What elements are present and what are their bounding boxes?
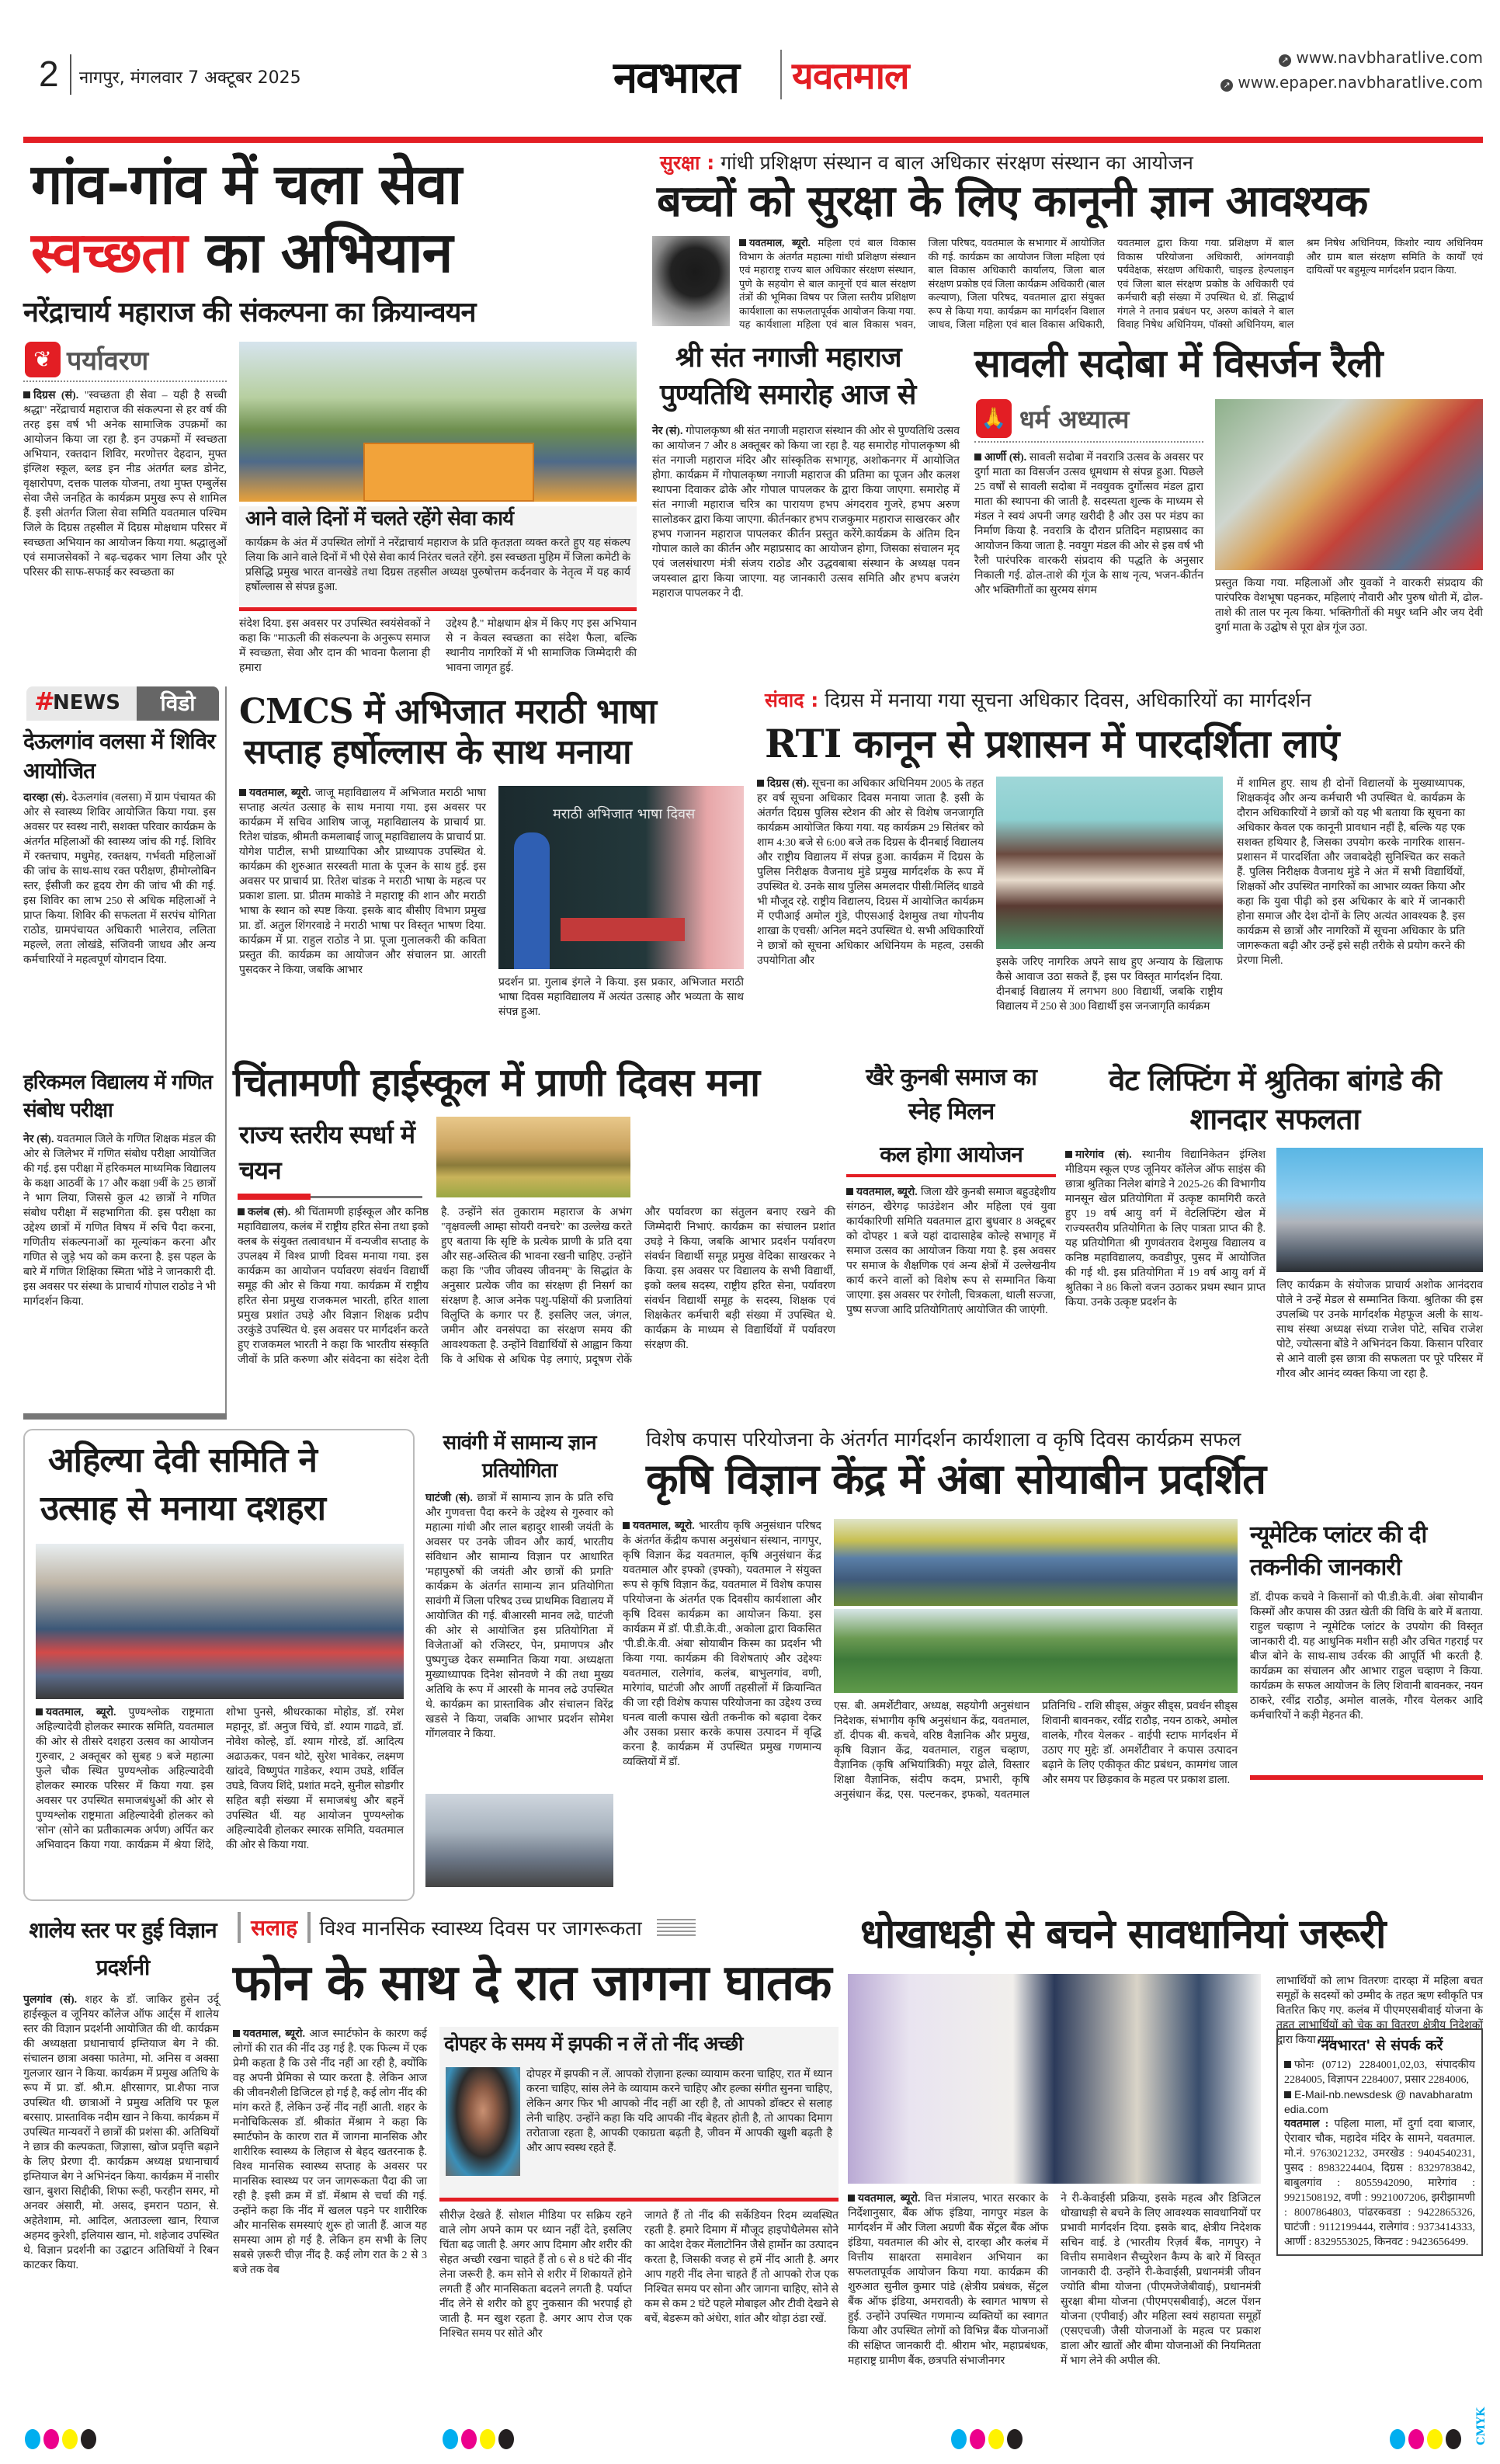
article-cmcs xyxy=(239,686,744,1051)
yellow-dot xyxy=(62,2429,78,2449)
cmyk-label: CMYK xyxy=(1475,2407,1488,2445)
photo-medal-ceremony xyxy=(1276,1148,1483,1272)
krishi-side-body: डॉ. दीपक कचवे ने किसानों को पी.डी.के.वी. अंबा सोयाबीन किस्मों और कपास की उन्नत खेती की विधि के बारे में बताया. राहुल चव्हाण ने न्यूमेटिक प्लांटर के उपयोग की विस्तृत जानकारी दी. यह आधुनिक मशीन सही और उचित गहराई पर बीज बोने के साथ-साथ उर्वरक की आपूर्ति भी करती है. कार्यक्रम का संचालन और आभार राहुल चव्हाण ने किया. कार्यक्रम के सफल आयोजन के लिए शिवानी बावनकर, नयन ठाकरे, रवींद्र राठौड़, अमोल वालके, गौरव येलकर आदि कर्मचारियों ने कड़ी मेहनत की. xyxy=(1250,1592,1483,1722)
harikamal-body: नेर (सं). यवतमाल जिले के गणित शिक्षक मंडल की ओर से जिलेभर में गणित संबोध परीक्षा आयोजित की गई. इस परीक्षा में हरिकमल माध्यमिक विद्यालय के कक्षा आठवीं के 17 और कक्षा 9वीं के 25 छात्रों ने भाग लिया, जिससे कुल 42 छात्रों ने गणित संबोध परीक्षा में सहभागिता की. इस परीक्षा का उद्देश्य छात्रों में गणित विषय में रुचि पैदा करना, गणितीय संकल्पनाओं का मूल्यांकन करना और गणित से जुड़े भय को कम करना है. इस पहल के बारे में गणित शिक्षिका स्मिता भोंडे ने जानकारी दी. इस अवसर पर संस्था के प्राचार्य गोपाल राठोड ने भी मार्गदर्शन किया. xyxy=(23,1134,216,1308)
rti-body-col2: इसके जरिए नागरिक अपने साथ हुए अन्याय के खिलाफ कैसे आवाज उठा सकते हैं, इस पर विस्तृत मार्गदर्शन दिया. दीनबाई विद्यालय में लगभग 800 विद्यार्थी, जबकि राष्ट्रीय विद्यालय में 250 से 300 विद्यार्थी इस जनजागृति कार्यक्रम xyxy=(996,957,1223,1013)
registration-marks-right xyxy=(1390,2429,1461,2449)
headline-suraksha: बच्चों को सुरक्षा के लिए कानूनी ज्ञान आवश्यक xyxy=(657,176,1368,227)
deulgaon-body: दारव्हा (सं). देऊलगांव (वलसा) में ग्राम पंचायत की ओर से स्वास्थ्य शिविर आयोजित किया गया. इस अवसर पर स्वस्थ नारी, सशक्त परिवार कार्यक्रम के अंतर्गत महिलाओं की स्वास्थ्य जांच की गई. शिविर में रक्तचाप, मधुमेह, रक्तक्षय, गर्भवती महिलाओं की जांच के साथ-साथ रक्त परीक्षण, हीमोग्लोबिन स्तर, ईसीजी कर हृदय रोग की जांच भी की गई. इस शिविर का लाभ 250 से अधिक महिलाओं ने प्राप्त किया. शिविर की सफलता में सरपंच योगिता राठोड, ग्रामपंचायत अधिकारी भालेराव, ललिता महल्ले, लता लोखंडे, संजिवनी जाधव और अन्य कर्मचारियों ने महत्वपूर्ण योगदान दिया. xyxy=(23,792,216,966)
photo-distressed-child xyxy=(652,236,730,326)
headline-highlight: स्वच्छता xyxy=(31,220,187,285)
sidebar-bottom-bar xyxy=(23,1413,227,1420)
section-tag-religion: 🙏 धर्म अध्यात्म xyxy=(974,399,1203,443)
phone-body-col2: सीरीज़ देखते हैं. सोशल मीडिया पर सक्रिय रहने वाले लोग अपने काम पर ध्यान नहीं देते, इसलिए चिंता बढ़ जाती है. अगर आप दिमाग और शरीर की सेहत अच्छी रखना चाहते हैं तो 6 से 8 घंटे की नींद लेना जरूरी है. कम सोने से शरीर में शिकायतें होने लगती हैं और मानसिकता बदलने लगती है. पर्याप्त नींद लेने से शरीर को हुए नुकसान की भरपाई हो जाती है. मन खुश रहता है. अगर आप रोज एक निश्चित समय पर सोते और xyxy=(439,2210,632,2340)
headline-harikamal: हरिकमल विद्यालय में गणित संबोध परीक्षा xyxy=(23,1071,213,1122)
header-rule xyxy=(23,137,1483,143)
edition-name: यवतमाल xyxy=(792,54,909,98)
subhead-swachhata: नरेंद्राचार्य महाराज की संकल्पना का क्रियान्वयन xyxy=(23,297,476,328)
contact-phone: फोनः (0712) 2284001,02,03, संपादकीय 2284005, विज्ञापन 2284007, प्रसार 2284006, xyxy=(1284,2059,1475,2086)
hashtag-icon: # xyxy=(34,686,55,716)
kicker-krishi: विशेष कपास परियोजना के अंतर्गत मार्गदर्शन कार्यशाला व कृषि दिवस कार्यक्रम सफल xyxy=(646,1428,1241,1451)
news-tag: # NEWS विडो xyxy=(26,686,219,721)
header-dateline: नागपुर, मंगलवार 7 अक्टूबर 2025 xyxy=(79,68,301,88)
rti-body-col1: दिग्रस (सं). सूचना का अधिकार अधिनियम 2005 के तहत हर वर्ष सूचना अधिकार दिवस मनाया जाता है. इसी के अंतर्गत दिग्रस पुलिस स्टेशन की ओर से विशेष जनजागृति कार्यक्रम आयोजित किया गया. यह कार्यक्रम 29 सितंबर को शाम 4:30 बजे से 6:00 बजे तक दिग्रस के दीनबाई विद्यालय और राष्ट्रीय विद्यालय में संपन्न हुआ. कार्यक्रम में दिग्रस के पुलिस निरीक्षक वैजनाथ मुंडे प्रमुख मार्गदर्शक के रूप में उपस्थित थे. उनके साथ पुलिस अमलदार पीसी/मिलिंद धाडवे भी मौजूद रहे. राष्ट्रीय विद्यालय, दिग्रस में आयोजित कार्यक्रम में एपीआई अमोल गुंडे, पीएसआई देशमुख तथा गोपनीय शाखा के एचसी/ अनिल मदने उपस्थित थे. सभी अधिकारियों ने छात्रों को सूचना अधिकार अधिनियम के महत्व, उसकी उपयोगिता और xyxy=(757,778,984,967)
headline-ahilya-2: उत्साह से मनाया दशहरा xyxy=(40,1489,325,1528)
headline-khaire: खैरे कुनबी समाज का स्नेह मिलन xyxy=(866,1064,1036,1125)
headline-cmcs-2: सप्ताह हर्षोल्लास के साथ मनाया xyxy=(244,732,631,772)
headline-chintamani: चिंतामणी हाईस्कूल में प्राणी दिवस मना xyxy=(233,1060,760,1105)
krishi-side-rule xyxy=(1250,1775,1483,1780)
article-suraksha xyxy=(652,149,1483,335)
registration-marks-middle xyxy=(443,2429,514,2449)
headline-krishi: कृषि विज्ञान केंद्र में अंबा सोयाबीन प्रदर्शित xyxy=(646,1454,1266,1503)
photo-cleanliness-team xyxy=(239,342,637,502)
headline-cmcs-1: CMCS में अभिजात मराठी भाषा xyxy=(239,692,656,732)
headline-shaley: शालेय स्तर पर हुई विज्ञान प्रदर्शनी xyxy=(29,1917,217,1980)
ahilya-body: यवतमाल, ब्यूरो. पुण्यश्लोक राष्ट्रमाता अहिल्यादेवी होलकर स्मारक समिति, यवतमाल की ओर से तीसरे दशहरा उत्सव का आयोजन गुरुवार, 2 अक्तूबर को सुबह 9 बजे महात्मा फुले चौक स्थित पुण्यश्लोक अहिल्यादेवी होलकर स्मारक परिसर में किया गया. इस अवसर पर उपस्थित समाजबंधुओं की ओर से पुण्यश्लोक राष्ट्रमाता अहिल्यादेवी होलकर को 'सोन' (सोने का प्रतीकात्मक अर्पण) अर्पित कर अभिवादन किया गया. कार्यक्रम में श्रेया शिंदे, शोभा पुनसे, श्रीधरकाका मोहोड, डॉ. रमेश महानूर, डॉ. अनुज चिंचे, डॉ. श्याम गाढवे, डॉ. नोवेश कोल्हे, डॉ. श्याम गोरडे, डॉ. आदित्य अढाऊकर, पवन थोटे, सुरेश भावेकर, लक्ष्मण खांदवे, विष्णुपंत गाडेकर, श्याम उघडे, शर्विल उघडे, विजय शिंदे, प्रशांत मदने, सुनील सोडगीर सहित बड़ी संख्या में समाजबंधु और बहनें उपस्थित थीं. यह आयोजन पुण्यश्लोक अहिल्यादेवी होलकर स्मारक समिति, यवतमाल की ओर से किया गया. xyxy=(36,1707,404,1851)
dhokha-body-col1: यवतमाल, ब्यूरो. वित्त मंत्रालय, भारत सरकार के निर्देशानुसार, बैंक ऑफ इंडिया, नागपुर मंडल के मार्गदर्शन में और जिला अग्रणी बैंक सेंट्रल बैंक ऑफ इंडिया, यवतमाल की ओर से, दारव्हा और कलंब में वित्तीय साक्षरता समावेशन अभियान का सफलतापूर्वक आयोजन किया गया. कार्यक्रम की शुरुआत सुनील कुमार पांडे (क्षेत्रीय प्रबंधक, सेंट्रल बैंक ऑफ इंडिया, अमरावती) के स्वागत भाषण से हुई. उन्होंने उपस्थित गणमान्य व्यक्तियों का स्वागत किया और उपस्थित लोगों को विभिन्न बैंक योजनाओं की संक्षिप्त जानकारी दी. श्रीराम भोर, महाप्रबंधक, महाराष्ट्र ग्रामीण बैंक, छत्रपति संभाजीनगर xyxy=(848,2193,1048,2367)
contact-box xyxy=(1276,2028,1483,2256)
photo-dussehra-group xyxy=(36,1544,404,1699)
swachhata-body-col2: संदेश दिया. इस अवसर पर उपस्थित स्वयंसेवकों ने कहा कि "माऊली की संकल्पना के अनुरूप समाज में स्वच्छता, सेवा और दान की भावना फैलाना ही हमारा xyxy=(239,618,430,674)
sawli-body-after-photo: प्रस्तुत किया गया. महिलाओं और युवकों ने वारकरी संप्रदाय की पारंपरिक वेशभूषा पहनकर, महिलाएं नौवारी और पुरुष धोती में, ढोल-ताशे की ताल पर नृत्य किया. भक्तिगीतों की मधुर ध्वनि और जय देवी दुर्गा माता के उद्घोष से पूरा क्षेत्र गूंज उठा. xyxy=(1215,578,1483,634)
article-khaire xyxy=(846,1061,1056,1418)
headline-deulgaon: देऊलगांव वलसा में शिविर आयोजित xyxy=(23,728,215,784)
article-swachhata xyxy=(23,152,637,677)
swachhata-body-col3: उद्देश्य है." मोक्षधाम क्षेत्र में किए गए इस अभियान से न केवल स्वच्छता का संदेश फैला, बल्कि स्थानीय नागरिकों में भी सामाजिक जिम्मेदारी की भावना जागृत हुई. xyxy=(446,618,637,674)
headline-pneumatic-planter: न्यूमेटिक प्लांटर की दी तकनीकी जानकारी xyxy=(1250,1521,1427,1581)
krishi-body-col1: यवतमाल, ब्यूरो. भारतीय कृषि अनुसंधान परिषद के अंतर्गत केंद्रीय कपास अनुसंधान संस्थान, नागपुर, कृषि विज्ञान केंद्र यवतमाल, कृषि अनुसंधान केंद्र यवतमाल और इफ्को (इफ्को), यवतमाल ने संयुक्त रूप से कृषि विज्ञान केंद्र, यवतमाल में विशेष कपास परियोजना के अंतर्गत एक दिवसीय कार्यशाला और कृषि दिवस कार्यक्रम का आयोजन किया. इस कार्यक्रम में डॉ. पी.डी.के.वी., अकोला द्वारा विकसित 'पी.डी.के.वी. अंबा' सोयाबीन किस्म का प्रदर्शन भी किया गया. कार्यक्रम की विशेषताएं और उद्देश्यः यवतमाल, रालेगांव, कलंब, बाभुलगांव, वणी, मारेगांव, घाटंजी और आर्णी तहसीलों में क्रियान्वित की जा रही विशेष कपास परियोजना का उद्देश्य उच्च घनत्व वाली कपास खेती तकनीक को बढ़ावा देकर और उसका प्रसार करके कपास उत्पादन में वृद्धि करना है. कार्यक्रम में उपस्थित प्रमुख गणमान्य व्यक्तियों में डॉ. xyxy=(623,1520,821,1768)
cyan-dot xyxy=(951,2429,967,2449)
cyan-dot xyxy=(1390,2429,1405,2449)
headline-weightlifting: वेट लिफ्टिंग में श्रुतिका बांगडे की शानदार सफलता xyxy=(1109,1063,1441,1136)
article-weightlifting xyxy=(1065,1061,1483,1418)
contact-address: यवतमाल : पहिला माला, माँ दुर्गा दवा बाजार, ऐरावार चौक, महादेव मंदिर के सामने, यवतमाल. मो.नं. 9763021232, उमरखेड : 9404540231, पुसद : 8983224404, दिग्रस : 8329783842, बाबुलगांव : 8055942090, मारेगांव : 9921508192, वणी : 9921007206, झरीझामणी : 8007864803, पांढरकवडा : 9422865326, घाटंजी : 9112199444, रालेगांव : 9373414333, आर्णी : 8329553025, किनवट : 9423656499. xyxy=(1284,2118,1476,2248)
box-rule xyxy=(239,607,637,611)
contact-email[interactable]: E-Mail-nb.newsdesk @ navabharatmedia.com xyxy=(1284,2088,1473,2115)
subhead-rule-accent xyxy=(238,1194,311,1200)
photo-field-group xyxy=(834,1519,1238,1606)
article-sawangi xyxy=(425,1429,613,1901)
box-text: दोपहर में झपकी न लें. आपको रोज़ाना हल्का व्यायाम करना चाहिए, रात में ध्यान करना चाहिए, सांस लेने के व्यायाम करने चाहिए और हल्का संगीत सुनना चाहिए, लेकिन अगर फिर भी आपको नींद नहीं आ रही है, तो आपको डॉक्टर से सलाह लेनी चाहिए. उन्होंने कहा कि यदि आपकी नींद बेहतर होती है, तो आपका दिमाग तरोताजा रहता है, आपकी एकाग्रता बढ़ती है, जीवन में आपकी खुशी बढ़ती है और आप स्वस्थ रहते हैं. xyxy=(526,2069,832,2154)
registration-marks-left xyxy=(25,2429,96,2449)
photo-students-exam xyxy=(425,1794,613,1887)
rti-body-col3: में शामिल हुए. साथ ही दोनों विद्यालयों के मुख्याध्यापक, शिक्षकवृंद और अन्य कर्मचारी भी उपस्थित थे. कार्यक्रम के दौरान अधिकारियों ने छात्रों को यह भी बताया कि सूचना का अधिकार केवल एक कानूनी प्रावधान नहीं है, बल्कि यह एक सशक्त हथियार है, जिसका उपयोग करके नागरिक शासन-प्रशासन में पारदर्शिता और जवाबदेही सुनिश्चित कर सकते हैं. पुलिस निरीक्षक वैजनाथ मुंडे ने अंत में सभी विद्यार्थियों, शिक्षकों और उपस्थित नागरिकों का आभार व्यक्त किया और कहा कि युवा पीढ़ी को इस अधिकार के बारे में जानकारी होना समाज और देश दोनों के लिए अत्यंत आवश्यक है. इस कार्यक्रम से छात्रों और नागरिकों में सूचना अधिकार के प्रति जागरूकता बढ़ी और उन्हें इसे सही तरीके से प्रयोग करने की प्रेरणा मिली. xyxy=(1237,778,1465,967)
weightlifting-body: मारेगांव (सं). स्थानीय विद्यानिकेतन इंग्लिश मीडियम स्कूल एण्ड जूनियर कॉलेज ऑफ साइंस की छात्रा श्रुतिका निलेश बांगडे ने 2025-26 की विभागीय मानसून खेल प्रतियोगिता में उत्कृष्ट कामगिरी करते हुए 19 वर्ष आयु वर्ग में वेटलिफ्टिंग खेल में राज्यस्तरीय प्रतियोगिता के लिए पात्रता प्राप्त की है. यह प्रतियोगिता श्री गुणवंतराव देशमुख विद्यालय व कनिष्ठ महाविद्यालय, कवडीपुर, पुसद में आयोजित की गई थी. इस प्रतियोगिता में 19 वर्ष आयु वर्ग में श्रुतिका ने 86 किलो वजन उठाकर प्रथम स्थान प्राप्त किया. उनके उत्कृष्ट प्रदर्शन के xyxy=(1065,1149,1266,1308)
phone-body-col1: यवतमाल, ब्यूरो. आज स्मार्टफोन के कारण कई लोगों की रात की नींद उड़ गई है. एक फिल्म में एक प्रेमी कहता है कि उसे नींद नहीं आ रही है, क्योंकि वह अपनी प्रेमिका से प्यार करता है. लेकिन आज की जीवनशैली डिजिटल हो गई है, कई लोग नींद की मांग करते हैं, लेकिन उन्हें नींद नहीं आती. शहर के मनोचिकित्सक डॉ. श्रीकांत मेंश्राम ने कहा कि स्मार्टफोन के कारण रात में जागना मानसिक और शारीरिक स्वास्थ्य के लिहाज से बेहद खतरनाक है. विश्व मानसिक स्वास्थ्य सप्ताह के अवसर पर मानसिक स्वास्थ्य पर जन जागरूकता पैदा की जा रही है. इसी क्रम में डॉ. मेंश्राम से चर्चा की गई. उन्होंने कहा कि नींद में खलल पड़ने पर शारीरिक और मानसिक समस्याएं शुरू हो जाती हैं. आज यह समस्या आम हो गई है. लेकिन हम सभी के लिए सबसे ज़रूरी चीज़ नींद है. कई लोग रात के 2 से 3 बजे तक वेब xyxy=(233,2028,427,2276)
external-link-icon: ↗ xyxy=(1220,79,1233,92)
black-dot xyxy=(1007,2429,1023,2449)
sidebar-box-nap xyxy=(439,2027,839,2198)
article-ahilya xyxy=(23,1429,415,1901)
headline-rti: RTI कानून से प्रशासन में पारदर्शिता लाएं xyxy=(765,721,1339,766)
suraksha-body: यवतमाल, ब्यूरो. महिला एवं बाल विकास विभाग के अंतर्गत महात्मा गांधी प्रशिक्षण संस्थान एवं महाराष्ट्र राज्य बाल अधिकार संरक्षण संस्थान, पुणे के सहयोग से बाल कानूनों एवं बाल संरक्षण तंत्रों की भूमिका विषय पर जिला स्तरीय प्रशिक्षण कार्यशाला का सफलतापूर्वक आयोजन किया गया. यह कार्यशाला महिला एवं बाल विकास भवन, जिला परिषद, यवतमाल के सभागार में आयोजित की गई. कार्यक्रम का आयोजन जिला महिला एवं बाल विकास अधिकारी कार्यालय, जिला बाल संरक्षण प्रकोष्ठ एवं जिला कार्यक्रम अधिकारी (बाल कल्याण), जिला परिषद, यवतमाल द्वारा संयुक्त रूप से किया गया. कार्यक्रम का मार्गदर्शन विशाल जाधव, जिला महिला एवं बाल विकास अधिकारी, यवतमाल द्वारा किया गया. प्रशिक्षण में बाल विकास परियोजना अधिकारी, आंगनवाड़ी पर्यवेक्षक, संरक्षण अधिकारी, चाइल्ड हेल्पलाइन एवं जिला बाल संरक्षण प्रकोष्ठ के अधिकारी एवं कर्मचारी बड़ी संख्या में उपस्थित थे. डॉ. सिद्धार्थ गंगले ने तनाव प्रबंधन पर, अरुण कांबले ने बाल विवाह निषेध अधिनियम, पॉक्सो अधिनियम, बाल श्रम निषेध अधिनियम, किशोर न्याय अधिनियम और ग्राम बाल संरक्षण समिति के कार्यों एवं दायित्वों पर बहुमूल्य मार्गदर्शन प्रदान किया. xyxy=(739,237,1483,330)
black-dot xyxy=(81,2429,96,2449)
kicker-suraksha: सुरक्षा : गांधी प्रशिक्षण संस्थान व बाल अधिकार संरक्षण संस्थान का आयोजन xyxy=(660,151,1193,174)
chintamani-body: कलंब (सं). श्री चिंतामणी हाईस्कूल और कनिष्ठ महाविद्यालय, कलंब में राष्ट्रीय हरित सेना तथा इको क्लब के संयुक्त तत्वावधान में वन्यजीव सप्ताह के उपलक्ष्य में विश्व प्राणी दिवस मनाया गया. इस कार्यक्रम का आयोजन पर्यावरण संवर्धन विद्यार्थी समूह की ओर से किया गया. कार्यक्रम में राष्ट्रीय हरित सेना प्रमुख राजकमल भारती, हरित शाला प्रमुख प्रशांत उघड़े और विज्ञान शिक्षक प्रदीप उरकुंडे उपस्थित थे. इस अवसर पर मार्गदर्शन करते हुए राजकमल भारती ने कहा कि भारतीय संस्कृति जीवों के प्रति करुणा और संवेदना का संदेश देती है. उन्होंने संत तुकाराम महाराज के अभंग "वृक्षवल्ली आम्हा सोयरी वनचरे" का उल्लेख करते हुए बताया कि सृष्टि के प्रत्येक प्राणी के प्रति दया और सह-अस्तित्व की भावना रखनी चाहिए. उन्होंने कहा कि "जीव जीवस्य जीवनम्" के सिद्धांत के अनुसार प्रत्येक जीव का संरक्षण ही निसर्ग का संरक्षण है. आज अनेक पशु-पक्षियों की प्रजातियां विलुप्ति के कगार पर हैं. इसलिए जल, जंगल, जमीन और वनसंपदा का संरक्षण समय की आवश्यकता है. उन्होंने विद्यार्थियों से आह्वान किया कि वे अधिक से अधिक पेड़ लगाएं, प्रदूषण रोकें और पर्यावरण का संतुलन बनाए रखने की जिम्मेदारी निभाएं. कार्यक्रम का संचालन प्रशांत उघड़े ने किया, जबकि आभार प्रदर्शन पर्यावरण संवर्धन विद्यार्थी समूह प्रमुख वेदिका साखरकर ने किया. इस अवसर पर विद्यालय के सभी विद्यार्थी, इको क्लब सदस्य, राष्ट्रीय हरित सेना, पर्यावरण संवर्धन विद्यार्थी समूह के सदस्य, शिक्षक एवं शिक्षकेतर कर्मचारी बड़ी संख्या में उपस्थित थे. कार्यक्रम के माध्यम से विद्यार्थियों में पर्यावरण संरक्षण की. xyxy=(238,1207,835,1366)
photo-wildlife xyxy=(436,1117,630,1197)
box-text: कार्यक्रम के अंत में उपस्थित लोगों ने नरेंद्राचार्य महाराज के प्रति कृतज्ञता व्यक्त करते हुए यह संकल्प लिया कि आने वाले दिनों में भी ऐसे सेवा कार्य निरंतर चलते रहेंगे. इस स्वच्छता मुहिम में जिला कमेटी के प्रसिद्धि प्रमुख भारत वानखेडे तथा दिग्रस तहसील अध्यक्ष पुरुषोत्तम कर्दनवार के नेतृत्व में यह कार्य हर्षोल्लास से संपन्न हुआ. xyxy=(245,537,630,593)
external-link-icon: ↗ xyxy=(1279,54,1291,67)
magenta-dot xyxy=(43,2429,59,2449)
article-nagaji xyxy=(652,342,960,680)
cyan-dot xyxy=(25,2429,40,2449)
article-shaley xyxy=(23,1912,222,2393)
sawli-body: आर्णी (सं). सावली सदोबा में नवरात्रि उत्सव के अवसर पर दुर्गा माता का विसर्जन उत्सव धूमधाम से संपन्न हुआ. पिछले 25 वर्षों से सावली सदोबा में नवयुवक दुर्गोत्सव मंडल द्वारा माता की स्थापना की जाती है. सदस्यता शुल्क के माध्यम से मंडल ने स्वयं अपनी जगह खरीदी है और उस पर मंडप का निर्माण किया है. नवरात्रि के दौरान प्रतिदिन महाप्रसाद का आयोजन किया जाता है. नवयुग मंडल की ओर से इस वर्ष भी रैली पारंपरिक वारकरी संप्रदाय की पद्धति के अनुसार निकाली गई. ढोल-ताशे की गूंज के साथ नृत्य, भजन-कीर्तन और भक्तिगीतों का सुरमय संगम xyxy=(974,452,1203,596)
headline-sawli: सावली सदोबा में विसर्जन रैली xyxy=(974,341,1383,386)
inset-headline-kal: कल होगा आयोजन xyxy=(846,1137,1056,1177)
kicker-rti: संवाद : दिग्रस में मनाया गया सूचना अधिकार दिवस, अधिकारियों का मार्गदर्शन xyxy=(765,689,1311,711)
headline-ahilya-1: अहिल्या देवी समिति ने xyxy=(48,1441,317,1480)
swachhata-body-col1: दिग्रस (सं). "स्वच्छता ही सेवा – यही है सच्ची श्रद्धा" नरेंद्राचार्य महाराज की संकल्पना से हर वर्ष की तरह इस वर्ष भी अनेक सामाजिक उपक्रमों का आयोजन किया जा रहा है. इन उपक्रमों में स्वच्छता अभियान, रक्तदान शिविर, मरणोत्तर देहदान, मुफ्त इंग्लिश स्कूल, ब्लड इन नीड अंतर्गत ब्लड डोनेट, वृक्षारोपण, दत्तक पालक योजना, तथा मुफ्त एम्बुलेंस सेवा जैसे जनहित के कार्यक्रम प्रमुख रूप से शामिल हैं. इसी अंतर्गत जिला सेवा समिति यवतमाल पश्चिम जिले के दिग्रस तहसील में दिग्रस मोक्षधाम परिसर में स्वच्छता अभियान का आयोजन किया गया. श्रद्धालुओं एवं समाजसेवकों ने बढ़-चढ़कर भाग लिया और पूरे परिसर की साफ-सफाई कर स्वच्छता का xyxy=(23,390,227,579)
phone-body-col3: जागते हैं तो नींद की सर्केडियन रिदम व्यवस्थित रहती है. हमारे दिमाग में मौजूद हाइपोथैलेमस सोने का आदेश देकर मेंलाटोनिन जैसे हार्मोन का उत्पादन करता है, जिसकी वजह से हमें नींद आती है. अगर आप गहरी नींद लेना चाहते हैं तो आपको रोज एक निश्चित समय पर सोना और जागना चाहिए, सोने से कम से कम 2 घंटे पहले मोबाइल और टीवी देखने से बचें, बेडरूम को अंधेरा, शांत और थोड़ा ठंडा रखें. xyxy=(644,2210,839,2325)
dhokha-side-body: लाभार्थियों को लाभ वितरणः दारव्हा में महिला बचत समूहों के सदस्यों को उम्मीद के तहत ऋण स्वीकृति पत्र वितरित किए गए. कलंब में पीएमएसबीवाई योजना के तहत लाभार्थियों को चेक का वितरण क्षेत्रीय निदेशकों द्वारा किया गया. xyxy=(1276,1976,1483,2046)
header-divider xyxy=(70,54,71,95)
article-sawli xyxy=(974,342,1483,680)
page-number: 2 xyxy=(39,54,59,94)
headline-sawangi: सावंगी में सामान्य ज्ञान प्रतियोगिता xyxy=(443,1431,596,1482)
sidebar-box-seva xyxy=(239,506,637,606)
cmcs-body: यवतमाल, ब्यूरो. जाजू महाविद्यालय में अभिजात मराठी भाषा सप्ताह अत्यंत उत्साह के साथ मनाया गया. इस अवसर पर कार्यक्रम में सचिव आशिष जाजू, महाविद्यालय के प्राचार्य प्रा. रितेश चांडक, श्रीमती कमलाबाई जाजू महाविद्यालय के प्राचार्य प्रा. योगेश पाटील, सभी प्राध्यापिका और प्राध्यापक उपस्थित थे. कार्यक्रम की शुरुआत सरस्वती माता के पूजन के साथ हुई. इस अवसर पर प्राचार्य प्रा. रितेश चांडक ने मराठी भाषा के महत्व पर प्रकाश डाला. प्रा. प्रीतम माकोडे ने महाराष्ट्र की शान और मराठी भाषा के स्थान को स्पष्ट किया. इसके बाद बीसीए विभाग प्रमुख प्रा. डॉ. अतुल शिंगरवाडे ने मराठी भाषा पर विस्तृत भाषण दिया. कार्यक्रम में प्रा. राहुल राठोड ने प्रा. पूजा गुलालकरी की कविता प्रस्तुत की. कार्यक्रम का आयोजन और संचालन प्रा. आरती पुसदकर ने किया, जबकि आभार xyxy=(239,787,486,976)
headline-phone: फोन के साथ दे रात जागना घातक xyxy=(233,1955,832,2012)
magenta-dot xyxy=(1408,2429,1424,2449)
article-krishi xyxy=(623,1426,1483,1901)
headline-dhokha: धोखाधड़ी से बचने सावधानियां जरूरी xyxy=(860,1911,1386,1958)
news-brief-sidebar xyxy=(23,686,227,1420)
cmcs-body-after-photo: प्रदर्शन प्रा. गुलाब इंगले ने किया. इस प्रकार, अभिजात मराठी भाषा दिवस महाविद्यालय में अत्यंत उत्साह और भव्यता के साथ संपन्न हुआ. xyxy=(498,977,744,1018)
photo-bank-officials xyxy=(848,1974,1261,2184)
photo-soybean-field xyxy=(834,1609,1238,1693)
headline-nagaji-2: पुण्यतिथि समारोह आज से xyxy=(660,379,916,411)
contact-title: 'नवभारत' से संपर्क करें xyxy=(1316,2037,1443,2054)
box-title: दोपहर के समय में झपकी न लें तो नींद अच्छी xyxy=(444,2032,743,2055)
praying-hands-icon: 🙏 xyxy=(976,399,1012,438)
magenta-dot xyxy=(970,2429,985,2449)
nagaji-body: नेर (सं). गोपालकृष्ण श्री संत नगाजी महाराज संस्थान की ओर से पुण्यतिथि उत्सव का आयोजन 7 और 8 अक्तूबर को किया जा रहा है. यह समारोह गोपालकृष्ण श्री संत नगाजी महाराज मंदिर और सांस्कृतिक सभागृह, अशोकनगर में आयोजित होगा. कार्यक्रम में गोपालकृष्ण नगाजी महाराज की प्रतिमा का पूजन और कलश स्थापना दिवाकर ढोके और गोपाल पापलकर के द्वारा किया जाएगा. समारोह में संत नगाजी महाराज चरित्र का पारायण हभप अंगदराव गुजरे, हभप अरुण सालोडकर द्वारा किया जाएगा. कीर्तनकार हभप राजकुमार महाराज साखरकर और हभप गजानन महाराज पापलकर कीर्तन प्रस्तुत करेंगे.कार्यक्रम के अंतिम दिन गोपाल काले का कीर्तन और महाप्रसाद का आयोजन होगा, जिसका संचालन मृद एवं जलसंधारण मंत्री संजय राठोड और उद्धवबाबा संस्थान के अध्यक्ष पवन जयस्वाल द्वारा किया जाएगा. यह जानकारी उत्सव समिति और हभप बजरंग महाराज पापलकर ने दी. xyxy=(652,426,960,599)
dhokha-body-col2: ने री-केवाईसी प्रक्रिया, इसके महत्व और डिजिटल धोखाधड़ी से बचने के लिए आवश्यक सावधानियों पर प्रभावी मार्गदर्शन दिया. इसके बाद, क्षेत्रीय निदेशक सचिन वाई. डे (भारतीय रिज़र्व बैंक, नागपुर) ने वित्तीय समावेशन सैच्युरेशन कैम्प के बारे में विस्तृत जानकारी दी. उन्होंने री-केवाईसी, प्रधानमंत्री जीवन ज्योति बीमा योजना (पीएमजेजेबीवाई), प्रधानमंत्री सुरक्षा बीमा योजना (पीएमएसबीवाई), अटल पेंशन योजना (एपीवाई) और महिला स्वयं सहायता समूहों (एसएचजी) जैसी योजनाओं के महत्व पर प्रकाश डाला और खातों और बीमा योजनाओं की नियमितता में भाग लेने की अपील की. xyxy=(1061,2193,1261,2367)
black-dot xyxy=(1446,2429,1461,2449)
photo-students-seated xyxy=(996,777,1223,949)
section-tag-environment: ❦ पर्यावरण xyxy=(23,342,227,382)
black-dot xyxy=(498,2429,514,2449)
shaley-body: पुलगांव (सं). शहर के डॉ. जाकिर हुसेन उर्दू हाईस्कूल व जूनियर कॉलेज ऑफ आर्ट्स में शालेय स्तर की विज्ञान प्रदर्शनी आयोजित की थी. कार्यक्रम की अध्यक्षता प्रधानाचार्य इम्तियाज बेग ने की. संचालन छात्रा अक्सा फातेमा, मो. अनिस व अक्सा गुलजार खान ने किया. कार्यक्रम में प्रमुख अतिथि के रूप में प्रा. डॉ. श्री.म. क्षीरसागर, प्रा.शैफा नाज उपस्थित थी. छात्राओं ने प्रमुख अतिथि पर फूल बरसाए. प्रास्ताविक नदीम खान ने किया. कार्यक्रम में उपस्थित मान्यवरों ने छात्रों की प्रशंसा की. अतिथियों ने छात्र की कल्पकता, जिज्ञासा, खोज प्रवृत्ति बढ़ाने के लिए प्रेरणा दी. कार्यक्रम अध्यक्ष प्रधानाचार्य इम्तियाज बेग ने अभिनंदन किया. कार्यक्रम में नासीर खान, बुशरा सिद्दीकी, शिफा रूही, फरहीन समर, मो अनवर अंसारी, मो. असद, इमरान पठान, से. अहेतेशाम, मो. आदिल, अताउल्ला खान, रियाज अहमद कुरेशी, इलियास खान, मो. शहेजाद उपस्थित थे. विज्ञान प्रदर्शनी का उद्घाटन अतिथियों ने रिबन काटकर किया. xyxy=(23,1994,219,2271)
sawangi-body: घाटंजी (सं). छात्रों में सामान्य ज्ञान के प्रति रुचि और गुणवत्ता पैदा करने के उद्देश्य से गुरुवार को महात्मा गांधी और लाल बहादुर शास्त्री जयंती के अवसर पर उनके जीवन और कार्य, भारतीय संविधान और सामान्य विज्ञान पर आधारित 'महापुरुषों की जयंती और छात्रों की प्रगति' कार्यक्रम के अंतर्गत सामान्य ज्ञान प्रतियोगिता सावंगी में जिला परिषद उच्च प्राथमिक विद्यालय में आयोजित की गई. बीआरसी मानव लढे, घाटंजी की ओर से आयोजित इस प्रतियोगिता में विजेताओं को रजिस्टर, पेन, प्रमाणपत्र और पुष्पगुच्छ देकर सम्मानित किया गया. अध्यक्षता मुख्याध्यापक दिनेश सोनवणे ने की तथा मुख्य अतिथि के रूप में आरसी के मानव लढे उपस्थित थे. कार्यक्रम का प्रास्ताविक और संचालन विरेंद्र खडसे ने किया, जबकि आभार प्रदर्शन सोमेश गोंगलवार ने किया. xyxy=(425,1493,614,1740)
photo-doctor-portrait xyxy=(446,2067,520,2176)
subhead-rajya-stariya: राज्य स्तरीय स्पर्धा में चयन xyxy=(239,1120,415,1185)
leaf-icon: ❦ xyxy=(25,342,61,377)
photo-durga-immersion xyxy=(1215,399,1483,570)
khaire-body: यवतमाल, ब्यूरो. जिला खैरे कुनबी समाज बहुउद्देशीय संगठन, खैरेगढ़ फाउंडेशन और महिला एवं युवा कार्यकारिणी समिति यवतमाल द्वारा बुधवार 8 अक्टूबर को दोपहर 1 बजे यहां दादासाहेब कोल्हे सभागृह में समाज उत्सव का आयोजन किया गया है. इस अवसर पर समाज के शैक्षणिक एवं अन्य क्षेत्रों में उल्लेखनीय कार्य करने वालों को विशेष रूप से सम्मानित किया जाएगा. इस अवसर पर रंगोली, चित्रकला, थाली सज्जा, पुष्प सज्जा आदि प्रतियोगिताएं आयोजित की जाएंगी. xyxy=(846,1187,1056,1316)
registration-marks-center-right xyxy=(951,2429,1023,2449)
chalkboard-text: मराठी अभिजात भाषा दिवस xyxy=(553,806,696,822)
masthead-divider xyxy=(780,50,782,99)
box-rule xyxy=(439,2198,839,2202)
kicker-phone: सलाह विश्व मानसिक स्वास्थ्य दिवस पर जागरूकता xyxy=(238,1912,696,1949)
photo-marathi-day xyxy=(498,786,744,969)
article-rti xyxy=(757,686,1483,1051)
masthead-logo: नवभारत xyxy=(613,53,738,103)
article-chintamani xyxy=(233,1061,839,1418)
cyan-dot xyxy=(443,2429,458,2449)
epaper-link[interactable]: ↗ www.epaper.navbharatlive.com xyxy=(1220,73,1483,92)
section-lines-icon xyxy=(657,1919,696,1936)
website-link[interactable]: ↗ www.navbharatlive.com xyxy=(1279,48,1483,67)
magenta-dot xyxy=(461,2429,477,2449)
headline-swachhata-2: स्वच्छता का अभियान xyxy=(31,220,453,285)
yellow-dot xyxy=(988,2429,1004,2449)
box-title: आने वाले दिनों में चलते रहेंगे सेवा कार्य xyxy=(245,507,514,530)
article-phone xyxy=(233,1912,839,2393)
yellow-dot xyxy=(480,2429,495,2449)
yellow-dot xyxy=(1427,2429,1443,2449)
weightlifting-body-after-photo: लिए कार्यक्रम के संयोजक प्राचार्य अशोक आनंदराव पोले ने उन्हें मेडल से सम्मानित किया. श्रुतिका की इस उपलब्धि पर उनके मार्गदर्शक मेहफूज अली के साथ-साथ संस्था अध्यक्ष संध्या राजेश पोटे, सचिव राजेश पोटे, ज्योत्सना बोंडे ने अभिनंदन किया. किसान परिवार से आने वाली इस छात्रा की सफलता पर पूरे परिसर में गौरव और आनंद व्यक्त किया जा रहा है. xyxy=(1276,1280,1483,1380)
page-header xyxy=(23,47,1483,134)
headline-swachhata-1: गांव-गांव में चला सेवा xyxy=(31,151,462,217)
krishi-body-col2: एस. बी. अमर्शेटीवार, अध्यक्ष, सहयोगी अनुसंधान निदेशक, संभागीय कृषि अनुसंधान केंद्र, यवतमाल, डॉ. दीपक बी. कचवे, वरिष्ठ वैज्ञानिक और प्रमुख, कृषि विज्ञान केंद्र, यवतमाल, राहुल चव्हाण, वैज्ञानिक (कृषि अभियांत्रिकी) मयूर ढोले, विस्तार शिक्षा वैज्ञानिक, संदीप कदम, प्रभारी, कृषि अनुसंधान केंद्र, एस. पल्टनकर, इफको, यवतमाल प्रतिनिधि - राशि सीड्स, अंकुर सीड्स, प्रवर्धन सीड्स शिवानी बावनकर, रवींद्र राठौड़, नयन ठाकरे, अमोल वालके, गौरव येलकर - वाईपी स्टाफ मार्गदर्शन में उठाए गए मुद्देः डॉ. अमर्शेटीवार ने कपास उत्पादन बढ़ाने के लिए एकीकृत कीट प्रबंधन, कामगंध जाल और समय पर छिड़काव के महत्व पर प्रकाश डाला. xyxy=(834,1701,1238,1801)
headline-nagaji-1: श्री संत नगाजी महाराज xyxy=(675,342,901,374)
